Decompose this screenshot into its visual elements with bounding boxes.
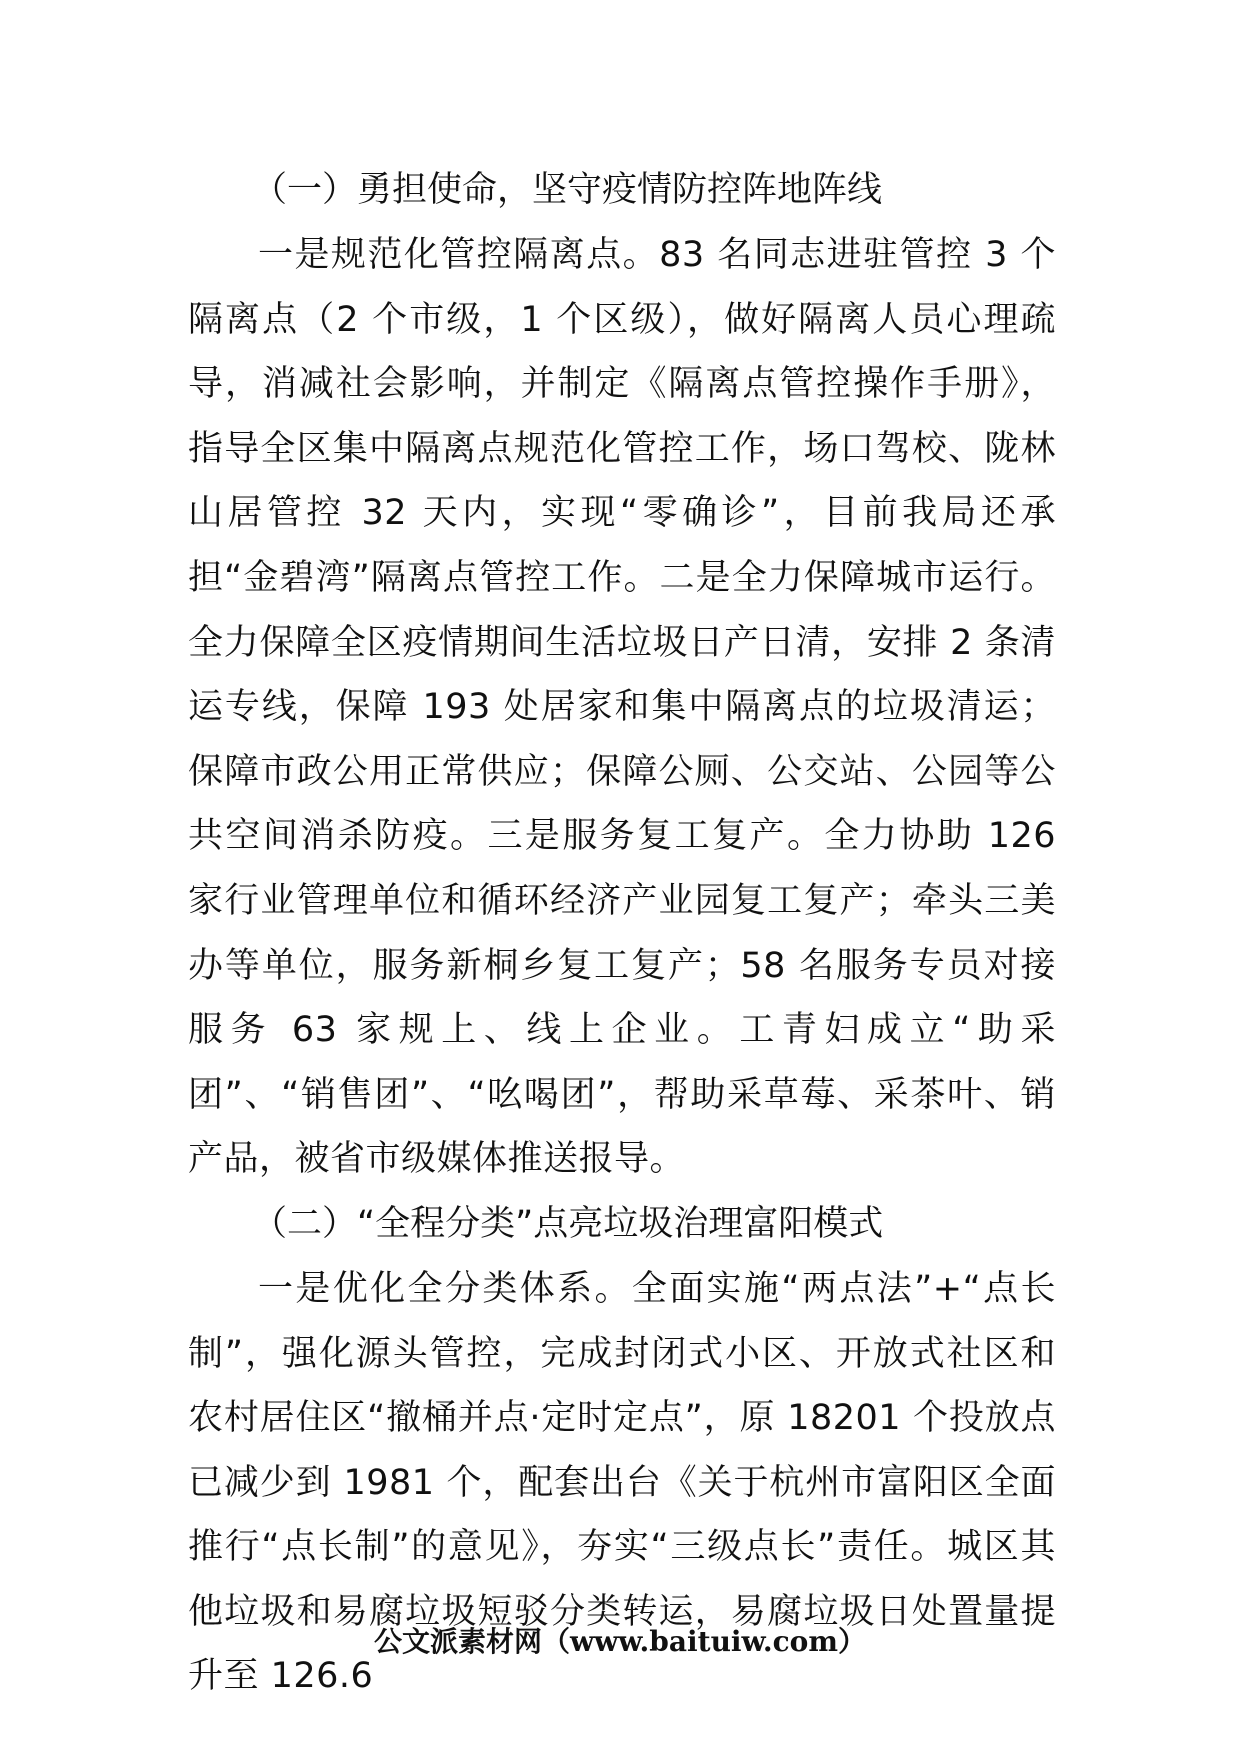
section-paragraph-2: 一是优化全分类体系。全面实施“两点法”+“点长制”，强化源头管控，完成封闭式小区、开放式社区和农村居住区“撤桶并点·定时定点”，原 18201 个投放点已减少到 1981 个，配套出台《关于杭州市富阳区全面推行“点长制”的意见》，夯实“三级点长”责任。城区其他垃圾和易腐垃圾短驳分类转运，易腐垃圾日处置量提升至 126.6 — [188, 1268, 1056, 1697]
footer-watermark: 公文派素材网（www.baituiw.com） — [374, 1625, 866, 1658]
document-body — [188, 158, 1056, 1709]
section-heading-1: （一）勇担使命，坚守疫情防控阵地阵线 — [252, 170, 883, 210]
section-heading-2: （二）“全程分类”点亮垃圾治理富阳模式 — [252, 1203, 884, 1244]
section-paragraph-1: 一是规范化管控隔离点。83 名同志进驻管控 3 个隔离点（2 个市级，1 个区级），做好隔离人员心理疏导，消减社会影响，并制定《隔离点管控操作手册》，指导全区集中隔离点规范化管控工作，场口驾校、陇林山居管控 32 天内，实现“零确诊”，目前我局还承担“金碧湾”隔离点管控工作。二是全力保障城市运行。全力保障全区疫情期间生活垃圾日产日清，安排 2 条清运专线，保障 193 处居家和集中隔离点的垃圾清运；保障市政公用正常供应；保障公厕、公交站、公园等公共空间消杀防疫。三是服务复工复产。全力协助 126 家行业管理单位和循环经济产业园复工复产；牵头三美办等单位，服务新桐乡复工复产；58 名服务专员对接服务 63 家规上、线上企业。工青妇成立“助采团”、“销售团”、“吆喝团”，帮助采草莓、采茶叶、销产品，被省市级媒体推送报导。 — [188, 235, 1056, 1180]
